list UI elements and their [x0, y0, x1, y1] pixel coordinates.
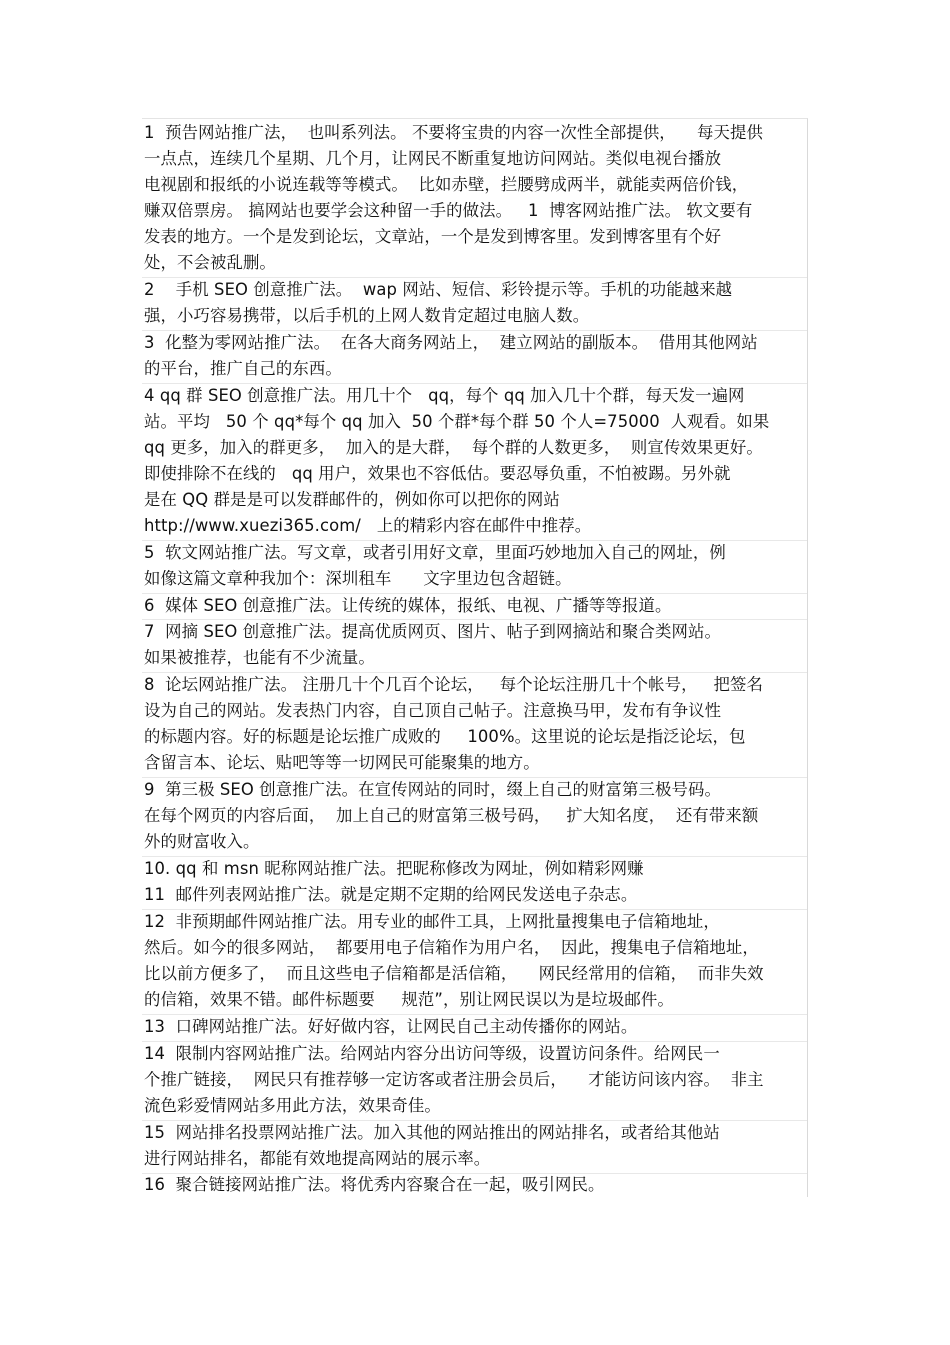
text-line-36: 14 限制内容网站推广法。给网站内容分出访问等级，设置访问条件。给网民一 [144, 1044, 720, 1063]
text-line-27: 在每个网页的内容后面， 加上自己的财富第三极号码， 扩大知名度， 还有带来额 [144, 806, 759, 825]
text-line-32: 然后。如今的很多网站， 都要用电子信箱作为用户名， 因此，搜集电子信箱地址， [144, 938, 759, 957]
text-line-9: 3 化整为零网站推广法。 在各大商务网站上， 建立网站的副版本。 借用其他网站 [144, 333, 758, 352]
text-line-2: 一点点，连续几个星期、几个月，让网民不断重复地访问网站。类似电视台播放 [144, 149, 722, 168]
text-line-13: qq 更多，加入的群更多， 加入的是大群， 每个群的人数更多， 则宣传效果更好。 [144, 438, 763, 457]
text-line-14: 即使排除不在线的 qq 用户，效果也不容低估。要忍辱负重，不怕被踢。另外就 [144, 464, 731, 483]
text-line-24: 的标题内容。好的标题是论坛推广成败的 100%。这里说的论坛是指泛论坛，包 [144, 727, 746, 746]
text-line-33: 比以前方便多了， 而且这些电子信箱都是活信箱， 网民经常用的信箱， 而非失效 [144, 964, 764, 983]
text-line-26: 9 第三极 SEO 创意推广法。在宣传网站的同时，缀上自己的财富第三极号码。 [144, 780, 721, 799]
text-line-4: 赚双倍票房。 搞网站也要学会这种留一手的做法。 1 博客网站推广法。 软文要有 [144, 201, 753, 220]
text-line-34: 的信箱，效果不错。邮件标题要 规范”，别让网民误以为是垃圾邮件。 [144, 990, 674, 1009]
text-line-17: 5 软文网站推广法。写文章，或者引用好文章，里面巧妙地加入自己的网址，例 [144, 543, 726, 562]
text-line-18: 如像这篇文章种我加个：深圳租车 文字里边包含超链。 [144, 569, 572, 588]
text-line-23: 设为自己的网站。发表热门内容，自己顶自己帖子。注意换马甲，发布有争议性 [144, 701, 722, 720]
text-line-6: 处，不会被乱删。 [144, 253, 276, 272]
text-line-31: 12 非预期邮件网站推广法。用专业的邮件工具，上网批量搜集电子信箱地址， [144, 912, 720, 931]
text-line-19: 6 媒体 SEO 创意推广法。让传统的媒体，报纸、电视、广播等等报道。 [144, 596, 672, 615]
text-line-37: 个推广链接， 网民只有推荐够一定访客或者注册会员后， 才能访问该内容。 非主 [144, 1070, 764, 1089]
text-line-1: 1 预告网站推广法， 也叫系列法。 不要将宝贵的内容一次性全部提供， 每天提供 [144, 123, 763, 142]
text-line-35: 13 口碑网站推广法。好好做内容，让网民自己主动传播你的网站。 [144, 1017, 638, 1036]
text-line-10: 的平台，推广自己的东西。 [144, 359, 342, 378]
text-line-38: 流色彩爱情网站多用此方法，效果奇佳。 [144, 1096, 441, 1115]
text-line-12: 站。平均 50 个 qq*每个 qq 加入 50 个群*每个群 50 个人=75000 人观看。如果 [144, 412, 770, 431]
text-line-20: 7 网摘 SEO 创意推广法。提高优质网页、图片、帖子到网摘站和聚合类网站。 [144, 622, 721, 641]
text-line-41: 16 聚合链接网站推广法。将优秀内容聚合在一起，吸引网民。 [144, 1175, 605, 1194]
text-line-8: 强，小巧容易携带，以后手机的上网人数肯定超过电脑人数。 [144, 306, 590, 325]
text-line-11: 4 qq 群 SEO 创意推广法。用几十个 qq，每个 qq 加入几十个群，每天发一遍网 [144, 386, 745, 405]
text-line-22: 8 论坛网站推广法。 注册几十个几百个论坛， 每个论坛注册几十个帐号， 把签名 [144, 675, 763, 694]
document-body [142, 118, 808, 1197]
text-line-28: 外的财富收入。 [144, 832, 260, 851]
text-line-39: 15 网站排名投票网站推广法。加入其他的网站推出的网站排名，或者给其他站 [144, 1123, 720, 1142]
text-line-7: 2 手机 SEO 创意推广法。 wap 网站、短信、彩铃提示等。手机的功能越来越 [144, 280, 733, 299]
text-line-40: 进行网站排名，都能有效地提高网站的展示率。 [144, 1149, 491, 1168]
text-line-5: 发表的地方。一个是发到论坛，文章站，一个是发到博客里。发到博客里有个好 [144, 227, 722, 246]
text-line-30: 11 邮件列表网站推广法。就是定期不定期的给网民发送电子杂志。 [144, 885, 638, 904]
text-line-15: 是在 QQ 群是是可以发群邮件的，例如你可以把你的网站 [144, 490, 560, 509]
text-line-21: 如果被推荐，也能有不少流量。 [144, 648, 375, 667]
text-line-3: 电视剧和报纸的小说连载等等模式。 比如赤壁，拦腰劈成两半，就能卖两倍价钱， [144, 175, 749, 194]
text-line-16: http://www.xuezi365.com/ 上的精彩内容在邮件中推荐。 [144, 516, 592, 535]
text-line-25: 含留言本、论坛、贴吧等等一切网民可能聚集的地方。 [144, 753, 540, 772]
text-line-29: 10. qq 和 msn 昵称网站推广法。把昵称修改为网址，例如精彩网赚 [144, 859, 644, 878]
